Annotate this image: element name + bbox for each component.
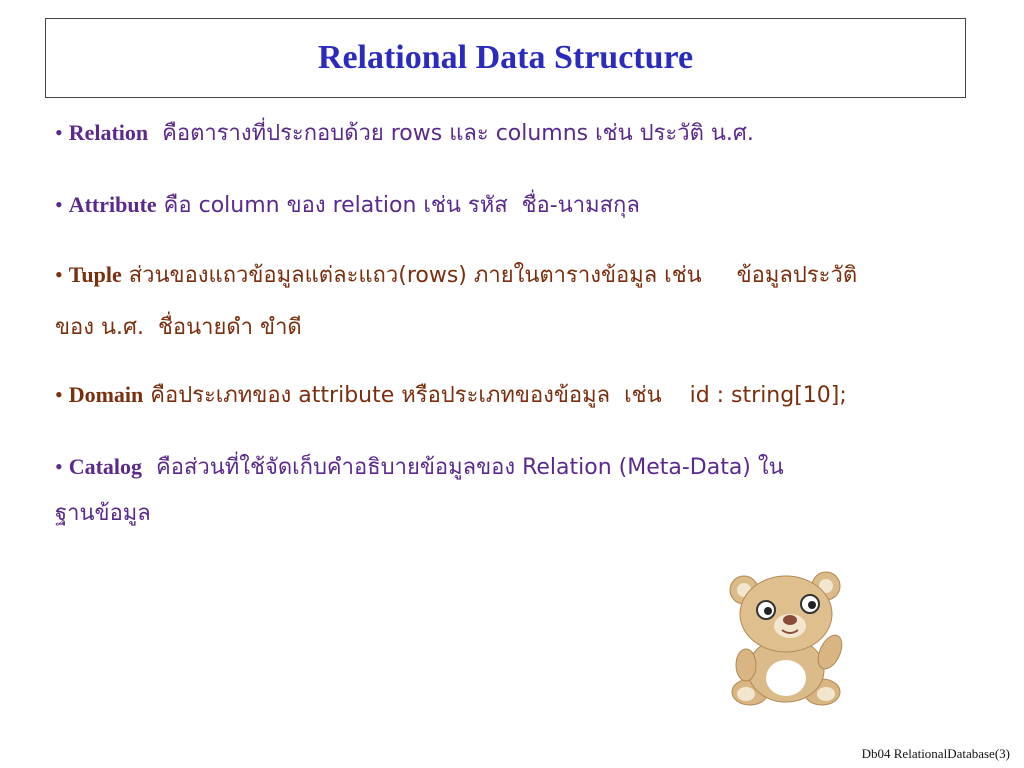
bullet: • [55, 192, 63, 217]
desc-domain: คือประเภทของ attribute หรือประเภทของข้อมูล เช่น id : string[10]; [143, 383, 847, 408]
desc-relation: คือตารางที่ประกอบด้วย rows และ columns เช่น ประวัติ น.ศ. [148, 121, 754, 146]
desc-catalog: คือส่วนที่ใช้จัดเก็บคำอธิบายข้อมูลของ Relation (Meta-Data) ใน [142, 455, 784, 480]
bullet: • [55, 382, 63, 407]
desc-catalog-continued: ฐานข้อมูล [55, 501, 151, 526]
slide-footer: Db04 RelationalDatabase(3) [861, 746, 1010, 761]
term-attribute: Attribute [68, 192, 157, 217]
desc-attribute: คือ column ของ relation เช่น รหัส ชื่อ-นามสกุล [156, 193, 640, 218]
term-relation: Relation [68, 120, 149, 145]
desc-tuple: ส่วนของแถวข้อมูลแต่ละแถว(rows) ภายในตารางข้อมูล เช่น ข้อมูลประวัติ [121, 263, 858, 288]
bullet: • [55, 120, 63, 145]
list-item-tuple [55, 254, 857, 349]
desc-tuple-continued: ของ น.ศ. ชื่อนายดำ ขำดี [55, 315, 302, 340]
bullet: • [55, 454, 63, 479]
bullet: • [55, 262, 63, 287]
term-tuple: Tuple [68, 262, 122, 287]
title-box [45, 18, 966, 98]
list-item-catalog [55, 446, 784, 535]
list-item-attribute [55, 184, 640, 227]
list-item-relation [55, 112, 754, 155]
list-item-domain [55, 374, 847, 417]
slide-title: Relational Data Structure [317, 39, 694, 76]
teddy-bear-icon [722, 570, 852, 710]
term-catalog: Catalog [68, 454, 143, 479]
term-domain: Domain [68, 382, 144, 407]
